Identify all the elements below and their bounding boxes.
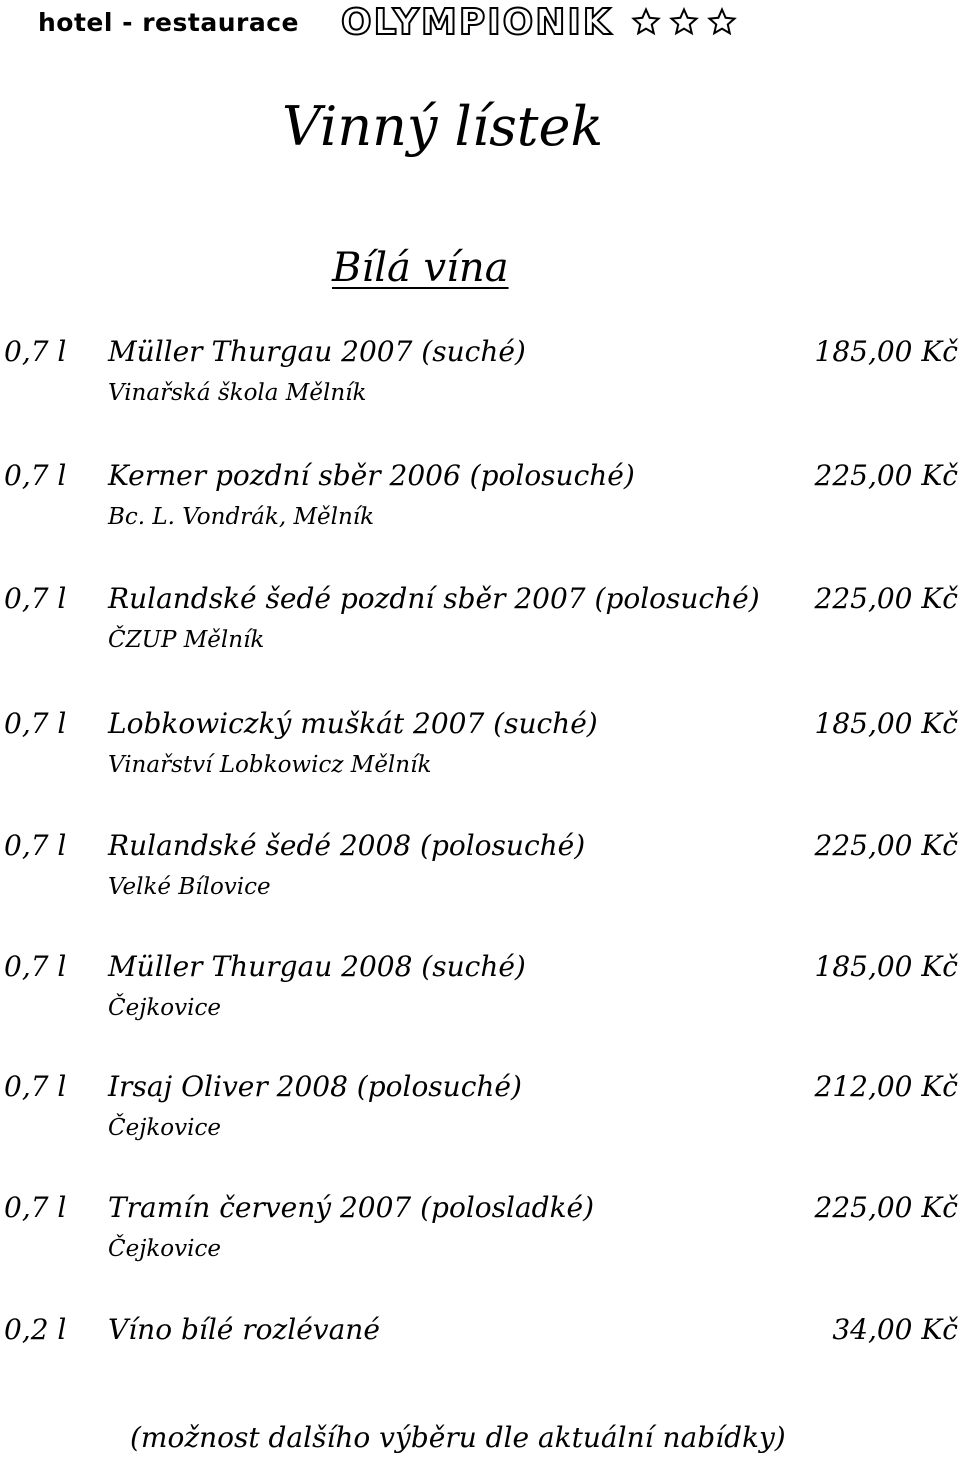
star-outline-icon bbox=[631, 7, 661, 37]
wine-producer: Čejkovice bbox=[108, 995, 221, 1021]
wine-price: 225,00 Kč bbox=[814, 582, 958, 615]
wine-price: 34,00 Kč bbox=[832, 1313, 958, 1346]
wine-volume: 0,7 l bbox=[4, 829, 67, 862]
star-outline-icon bbox=[669, 7, 699, 37]
wine-name: Tramín červený 2007 (polosladké) bbox=[108, 1191, 595, 1224]
wine-price: 225,00 Kč bbox=[814, 829, 958, 862]
wine-producer: Velké Bílovice bbox=[108, 874, 271, 900]
page-title: Vinný lístek bbox=[282, 95, 604, 158]
wine-item bbox=[0, 950, 958, 1063]
footnote: (možnost dalšího výběru dle aktuální nabídky) bbox=[130, 1421, 786, 1454]
wine-item bbox=[0, 829, 958, 942]
wine-name: Lobkowiczký muškát 2007 (suché) bbox=[108, 707, 598, 740]
hotel-header bbox=[38, 2, 737, 42]
star-outline-icon bbox=[707, 7, 737, 37]
rating-stars bbox=[631, 7, 737, 37]
wine-name: Kerner pozdní sběr 2006 (polosuché) bbox=[108, 459, 635, 492]
wine-item bbox=[0, 459, 958, 572]
wine-name: Víno bílé rozlévané bbox=[108, 1313, 380, 1346]
wine-producer: Bc. L. Vondrák, Mělník bbox=[108, 504, 375, 530]
section-title-white-wines: Bílá vína bbox=[332, 245, 509, 291]
wine-item bbox=[0, 707, 958, 820]
wine-item bbox=[0, 335, 958, 448]
wine-volume: 0,7 l bbox=[4, 582, 67, 615]
wine-item bbox=[0, 1070, 958, 1183]
wine-item bbox=[0, 1191, 958, 1304]
wine-price: 185,00 Kč bbox=[814, 335, 958, 368]
wine-volume: 0,7 l bbox=[4, 1191, 67, 1224]
wine-producer: Vinařství Lobkowicz Mělník bbox=[108, 752, 432, 778]
wine-producer: Vinařská škola Mělník bbox=[108, 380, 367, 406]
wine-price: 225,00 Kč bbox=[814, 1191, 958, 1224]
wine-name: Rulandské šedé 2008 (polosuché) bbox=[108, 829, 586, 862]
wine-name: Rulandské šedé pozdní sběr 2007 (polosuché) bbox=[108, 582, 760, 615]
wine-name: Müller Thurgau 2008 (suché) bbox=[108, 950, 526, 983]
wine-name: Irsaj Oliver 2008 (polosuché) bbox=[108, 1070, 522, 1103]
wine-producer: Čejkovice bbox=[108, 1236, 221, 1262]
wine-name: Müller Thurgau 2007 (suché) bbox=[108, 335, 526, 368]
wine-producer: ČZUP Mělník bbox=[108, 627, 265, 653]
brand-tagline: hotel - restaurace bbox=[38, 7, 299, 37]
wine-volume: 0,7 l bbox=[4, 950, 67, 983]
wine-price: 212,00 Kč bbox=[814, 1070, 958, 1103]
wine-volume: 0,2 l bbox=[4, 1313, 67, 1346]
wine-volume: 0,7 l bbox=[4, 459, 67, 492]
wine-volume: 0,7 l bbox=[4, 707, 67, 740]
wine-price: 225,00 Kč bbox=[814, 459, 958, 492]
wine-producer: Čejkovice bbox=[108, 1115, 221, 1141]
wine-price: 185,00 Kč bbox=[814, 707, 958, 740]
wine-item bbox=[0, 582, 958, 695]
wine-volume: 0,7 l bbox=[4, 1070, 67, 1103]
wine-volume: 0,7 l bbox=[4, 335, 67, 368]
brand-name: OLYMPIONIK bbox=[341, 1, 613, 43]
wine-item bbox=[0, 1313, 958, 1426]
wine-price: 185,00 Kč bbox=[814, 950, 958, 983]
